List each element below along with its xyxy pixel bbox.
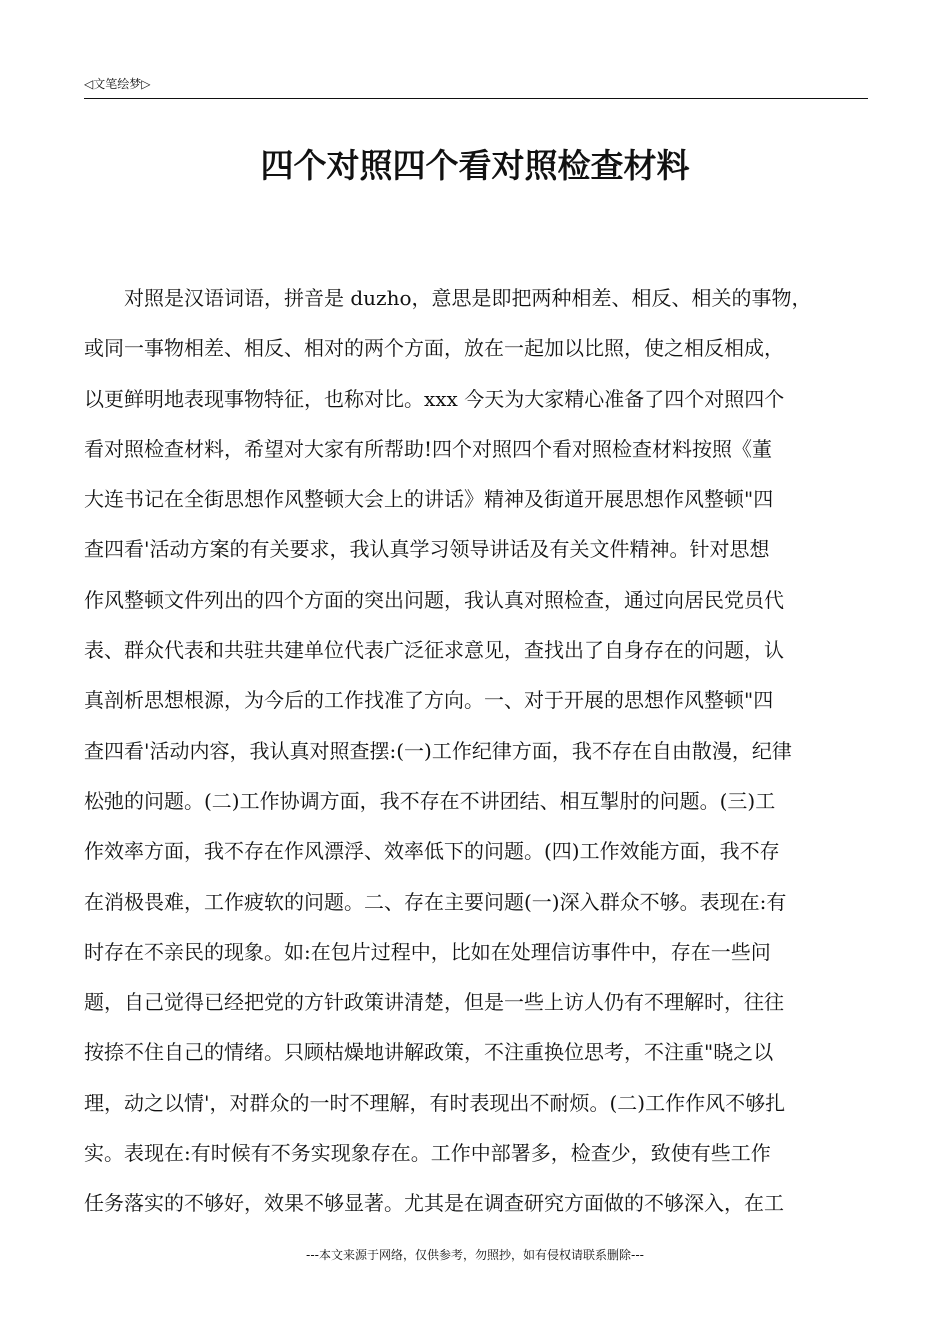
body-line: 看对照检查材料，希望对大家有所帮助!四个对照四个看对照检查材料按照《董 — [84, 436, 773, 461]
body-line: 松弛的问题。(二)工作协调方面，我不存在不讲团结、相互掣肘的问题。(三)工 — [84, 788, 776, 813]
body-line: 实。表现在:有时候有不务实现象存在。工作中部署多，检查少，致使有些工作 — [84, 1141, 771, 1166]
body-line: 作效率方面，我不存在作风漂浮、效率低下的问题。(四)工作效能方面，我不存 — [84, 839, 780, 864]
body-line: 以更鲜明地表现事物特征，也称对比。xxx 今天为大家精心准备了四个对照四个 — [84, 386, 785, 411]
body-line: 按捺不住自己的情绪。只顾枯燥地讲解政策，不注重换位思考，不注重"晓之以 — [84, 1040, 774, 1065]
body-line: 对照是汉语词语，拼音是 duzho，意思是即把两种相差、相反、相关的事物， — [124, 286, 812, 310]
page-footer: ---本文来源于网络，仅供参考，勿照抄，如有侵权请联系删除--- — [306, 1248, 644, 1262]
body-line: 查四看'活动方案的有关要求，我认真学习领导讲话及有关文件精神。针对思想 — [84, 537, 770, 562]
body-line: 查四看'活动内容，我认真对照查摆:(一)工作纪律方面，我不存在自由散漫，纪律 — [84, 738, 792, 763]
body-line: 在消极畏难，工作疲软的问题。二、存在主要问题(一)深入群众不够。表现在:有 — [84, 889, 787, 914]
document-title: 四个对照四个看对照检查材料 — [260, 146, 690, 185]
body-line: 题，自己觉得已经把党的方针政策讲清楚，但是一些上访人仍有不理解时，往往 — [84, 990, 784, 1015]
header-text: ◁文笔绘梦▷ — [84, 77, 151, 91]
body-line: 理，动之以情'，对群众的一时不理解，有时表现出不耐烦。(二)工作作风不够扎 — [84, 1090, 786, 1115]
body-line: 大连书记在全街思想作风整顿大会上的讲话》精神及街道开展思想作风整顿"四 — [84, 487, 774, 512]
page-header — [84, 74, 868, 99]
document-body — [84, 280, 884, 1236]
body-line: 时存在不亲民的现象。如:在包片过程中，比如在处理信访事件中，存在一些问 — [84, 939, 771, 964]
body-line: 作风整顿文件列出的四个方面的突出问题，我认真对照检查，通过向居民党员代 — [84, 587, 784, 612]
body-line: 表、群众代表和共驻共建单位代表广泛征求意见，查找出了自身存在的问题，认 — [84, 638, 784, 663]
body-line: 任务落实的不够好，效果不够显著。尤其是在调查研究方面做的不够深入，在工 — [84, 1191, 784, 1216]
body-line: 真剖析思想根源，为今后的工作找准了方向。一、对于开展的思想作风整顿"四 — [84, 688, 774, 713]
body-line: 或同一事物相差、相反、相对的两个方面，放在一起加以比照，使之相反相成， — [84, 336, 784, 361]
